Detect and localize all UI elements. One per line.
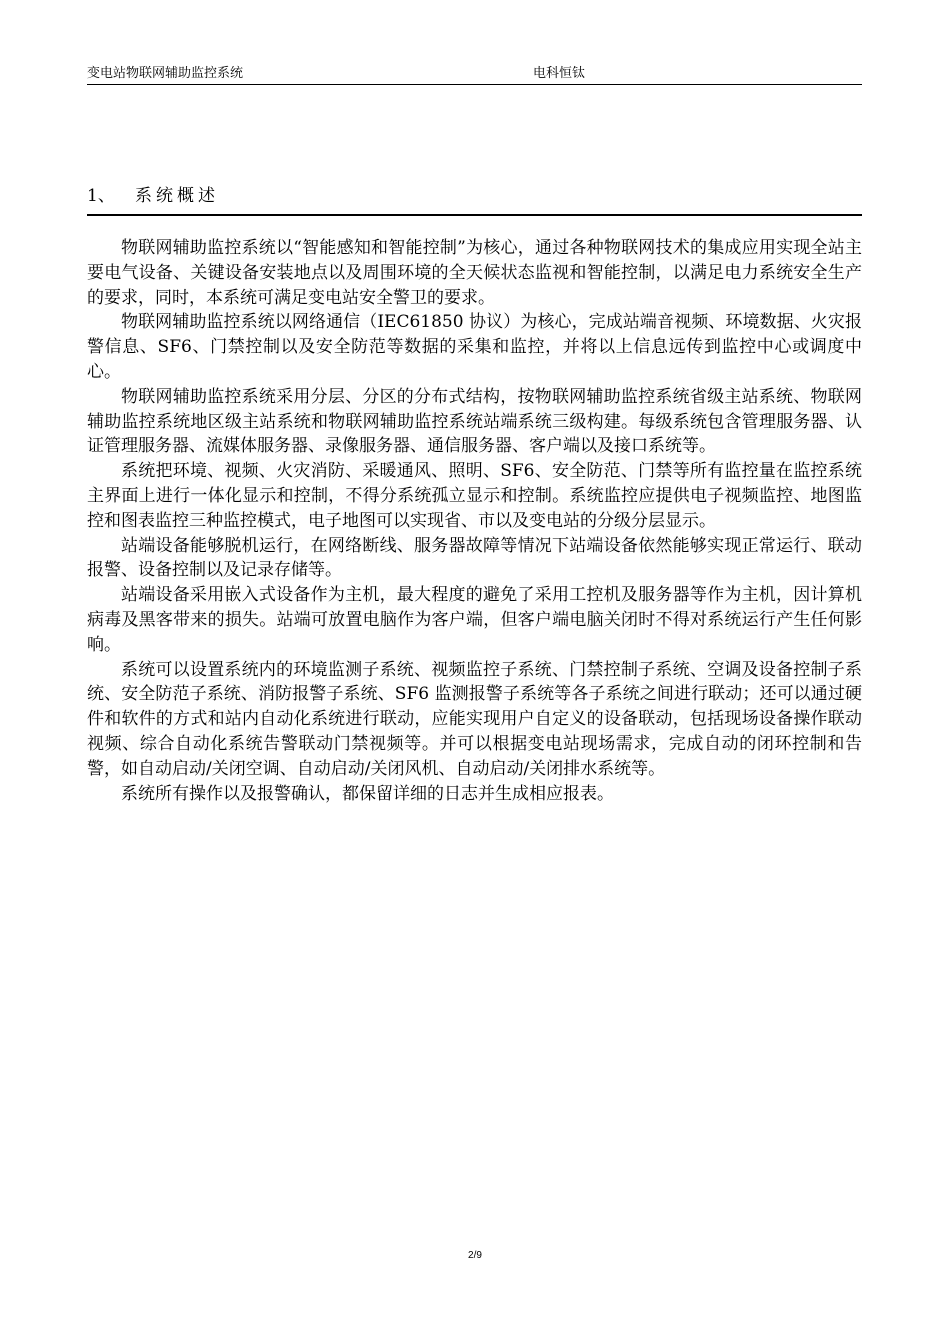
section-number: 1、 (87, 186, 115, 206)
header-company-name: 电科恒钛 (533, 66, 586, 81)
paragraph: 站端设备采用嵌入式设备作为主机，最大程度的避免了采用工控机及服务器等作为主机，因计算机病毒及黑客带来的损失。站端可放置电脑作为客户端，但客户端电脑关闭时不得对系统运行产生任何影响。 (87, 585, 862, 655)
paragraph: 系统所有操作以及报警确认，都保留详细的日志并生成相应报表。 (121, 783, 614, 804)
page-number: 2/9 (468, 1250, 482, 1261)
paragraph: 系统可以设置系统内的环境监测子系统、视频监控子系统、门禁控制子系统、空调及设备控制子系统、安全防范子系统、消防报警子系统、SF6 监测报警子系统等各子系统之间进行联动；还可以通过硬件和软件的方式和站内自动化系统进行联动，应能实现用户自定义的设备联动，包括现场设备操作联动视频、综合自动化系统告警联动门禁视频等。并可以根据变电站现场需求，完成自动的闭环控制和告警，如自动启动/关闭空调、自动启动/关闭风机、自动启动/关闭排水系统等。 (87, 659, 862, 779)
page-header (87, 64, 862, 85)
section-heading (87, 182, 862, 216)
section-title: 系统概述 (135, 186, 219, 206)
paragraph: 物联网辅助监控系统以“智能感知和智能控制”为核心，通过各种物联网技术的集成应用实现全站主要电气设备、关键设备安装地点以及周围环境的全天候状态监视和智能控制，以满足电力系统安全生产的要求，同时，本系统可满足变电站安全警卫的要求。 (87, 238, 862, 308)
header-document-title: 变电站物联网辅助监控系统 (87, 66, 244, 81)
body-content (87, 236, 862, 806)
paragraph: 站端设备能够脱机运行，在网络断线、服务器故障等情况下站端设备依然能够实现正常运行、联动报警、设备控制以及记录存储等。 (87, 535, 862, 581)
paragraph: 物联网辅助监控系统采用分层、分区的分布式结构，按物联网辅助监控系统省级主站系统、物联网辅助监控系统地区级主站系统和物联网辅助监控系统站端系统三级构建。每级系统包含管理服务器、认证管理服务器、流媒体服务器、录像服务器、通信服务器、客户端以及接口系统等。 (87, 386, 862, 457)
paragraph: 物联网辅助监控系统以网络通信（IEC61850 协议）为核心，完成站端音视频、环境数据、火灾报警信息、SF6、门禁控制以及安全防范等数据的采集和监控，并将以上信息远传到监控中心或调度中心。 (87, 312, 862, 382)
paragraph: 系统把环境、视频、火灾消防、采暖通风、照明、SF6、安全防范、门禁等所有监控量在监控系统主界面上进行一体化显示和控制，不得分系统孤立显示和控制。系统监控应提供电子视频监控、地图监控和图表监控三种监控模式，电子地图可以实现省、市以及变电站的分级分层显示。 (87, 461, 862, 531)
